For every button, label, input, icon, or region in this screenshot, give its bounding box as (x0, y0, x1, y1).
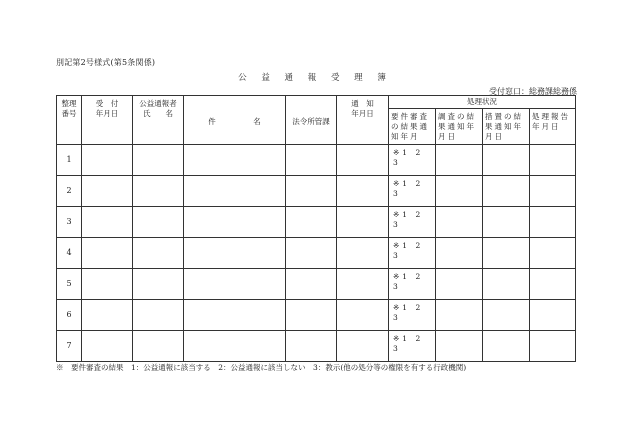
cell-subject[interactable] (184, 269, 286, 300)
cell-measure-date[interactable] (483, 238, 530, 269)
cell-investigation-date[interactable] (436, 238, 483, 269)
cell-office[interactable] (286, 300, 337, 331)
cell-measure-date[interactable] (483, 331, 530, 362)
cell-office[interactable] (286, 145, 337, 176)
header-notified-date: 通 知 年月日 (337, 96, 389, 145)
cell-investigation-date[interactable] (436, 207, 483, 238)
cell-screening-options[interactable]: ※1 2 3 (389, 331, 436, 362)
cell-investigation-date[interactable] (436, 269, 483, 300)
cell-office[interactable] (286, 269, 337, 300)
table-row (57, 176, 576, 207)
cell-report-date[interactable] (530, 331, 576, 362)
cell-investigation-date[interactable] (436, 331, 483, 362)
cell-reporter-name[interactable] (133, 269, 184, 300)
cell-screening-options[interactable]: ※1 2 3 (389, 238, 436, 269)
cell-subject[interactable] (184, 331, 286, 362)
cell-notified-date[interactable] (337, 331, 389, 362)
header-measure-result: 措置の結 果通知年 月日 (483, 109, 530, 145)
header-processing-status: 処理状況 (389, 96, 576, 109)
cell-office[interactable] (286, 331, 337, 362)
cell-screening-options[interactable]: ※1 2 3 (389, 145, 436, 176)
cell-screening-options[interactable]: ※1 2 3 (389, 269, 436, 300)
table-row (57, 238, 576, 269)
cell-measure-date[interactable] (483, 207, 530, 238)
header-screening-result: 要件審査 の結果通 知年月 (389, 109, 436, 145)
cell-received-date[interactable] (82, 269, 133, 300)
row-number: 5 (57, 269, 82, 300)
cell-subject[interactable] (184, 238, 286, 269)
cell-reporter-name[interactable] (133, 207, 184, 238)
form-label: 別記第2号様式(第5条関係) (56, 58, 156, 67)
table-row (57, 269, 576, 300)
cell-investigation-date[interactable] (436, 300, 483, 331)
cell-reporter-name[interactable] (133, 300, 184, 331)
cell-notified-date[interactable] (337, 207, 389, 238)
reception-desk-label: 受付窓口：総務課総務係 (489, 87, 577, 96)
header-reporter-name: 公益通報者 氏 名 (133, 96, 184, 145)
row-number: 2 (57, 176, 82, 207)
table-row (57, 145, 576, 176)
cell-reporter-name[interactable] (133, 331, 184, 362)
cell-notified-date[interactable] (337, 145, 389, 176)
header-processing-report: 処理報告 年月日 (530, 109, 576, 145)
cell-measure-date[interactable] (483, 145, 530, 176)
cell-notified-date[interactable] (337, 269, 389, 300)
row-number: 7 (57, 331, 82, 362)
cell-report-date[interactable] (530, 269, 576, 300)
table-row (57, 207, 576, 238)
cell-office[interactable] (286, 238, 337, 269)
cell-subject[interactable] (184, 145, 286, 176)
cell-screening-options[interactable]: ※1 2 3 (389, 207, 436, 238)
cell-report-date[interactable] (530, 207, 576, 238)
row-number: 6 (57, 300, 82, 331)
row-number: 4 (57, 238, 82, 269)
cell-notified-date[interactable] (337, 300, 389, 331)
cell-received-date[interactable] (82, 207, 133, 238)
cell-office[interactable] (286, 207, 337, 238)
header-number: 整理 番号 (57, 96, 82, 145)
cell-measure-date[interactable] (483, 269, 530, 300)
cell-subject[interactable] (184, 176, 286, 207)
table-row (57, 331, 576, 362)
footnote: ※ 要件審査の結果 1：公益通報に該当する 2：公益通報に該当しない 3：教示(他の処分等の権限を有する行政機関) (56, 363, 467, 372)
cell-received-date[interactable] (82, 331, 133, 362)
table-row (57, 300, 576, 331)
document-title: 公 益 通 報 受 理 簿 (238, 73, 392, 83)
cell-measure-date[interactable] (483, 176, 530, 207)
cell-report-date[interactable] (530, 300, 576, 331)
cell-subject[interactable] (184, 207, 286, 238)
cell-report-date[interactable] (530, 238, 576, 269)
cell-notified-date[interactable] (337, 238, 389, 269)
cell-screening-options[interactable]: ※1 2 3 (389, 300, 436, 331)
row-number: 3 (57, 207, 82, 238)
cell-investigation-date[interactable] (436, 176, 483, 207)
cell-measure-date[interactable] (483, 300, 530, 331)
report-register-table (56, 95, 576, 362)
cell-screening-options[interactable]: ※1 2 3 (389, 176, 436, 207)
cell-reporter-name[interactable] (133, 238, 184, 269)
header-subject: 件 名 (184, 96, 286, 145)
header-received-date: 受 付 年月日 (82, 96, 133, 145)
cell-received-date[interactable] (82, 300, 133, 331)
cell-notified-date[interactable] (337, 176, 389, 207)
header-investigation-result: 調査の結 果通知年 月日 (436, 109, 483, 145)
cell-subject[interactable] (184, 300, 286, 331)
cell-reporter-name[interactable] (133, 176, 184, 207)
header-office: 法令所管課 (286, 96, 337, 145)
cell-received-date[interactable] (82, 238, 133, 269)
cell-investigation-date[interactable] (436, 145, 483, 176)
cell-reporter-name[interactable] (133, 145, 184, 176)
cell-received-date[interactable] (82, 176, 133, 207)
cell-report-date[interactable] (530, 145, 576, 176)
cell-report-date[interactable] (530, 176, 576, 207)
cell-office[interactable] (286, 176, 337, 207)
cell-received-date[interactable] (82, 145, 133, 176)
row-number: 1 (57, 145, 82, 176)
